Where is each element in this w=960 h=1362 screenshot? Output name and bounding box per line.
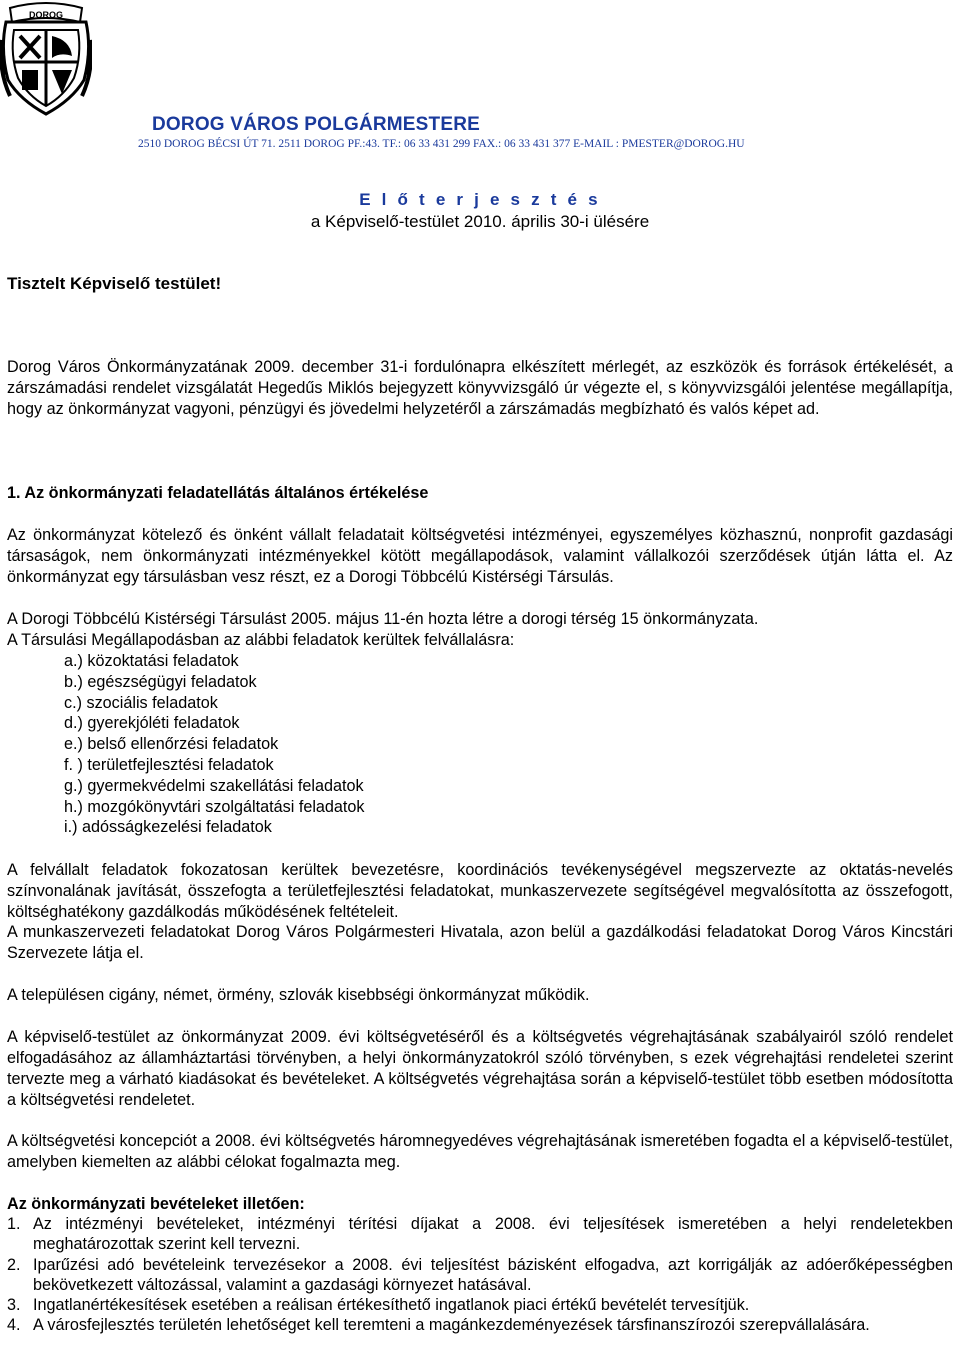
minority-paragraph: A településen cigány, német, örmény, szlovák kisebbségi önkormányzat működik. [7,986,590,1004]
list-item [7,1295,953,1315]
section-1-title: 1. Az önkormányzati feladatellátás általános értékelése [7,484,429,502]
document-heading: E l ő t e r j e s z t é s [359,190,601,209]
list-item-number: 1. [7,1215,21,1233]
list-item: b.) egészségügyi feladatok [64,672,257,691]
list-item [7,1214,953,1255]
revenue-title: Az önkormányzati bevételeket illetően: [7,1195,305,1213]
list-item: i.) adósságkezelési feladatok [64,818,272,837]
work-organization-paragraph: A felvállalt feladatok fokozatosan kerültek bevezetésre, koordinációs tevékenységével megszervezte az oktatás-nevelés színvonalának javítását, összefogta a területfejlesztési feladatokat, munkaszervezete segítségével megvalósította az összefogott, költséghatékony gazdálkodás működésének feltételeit. [7,861,953,921]
budget-paragraph: A képviselő-testület az önkormányzat 2009. évi költségvetéséről és a költségvetés végrehajtásának szabályairól szóló rendelet elfogadásához az államháztartási törvényben, a helyi önkormányzatokról szóló törvényben, s ezek végrehajtási rendeletei szerint tervezte meg a várható kiadásokat és bevételeket. A költségvetés végrehajtása során a képviselő-testület több esetben módosította a költségvetési rendeletet. [7,1028,953,1109]
list-item: c.) szociális feladatok [64,693,218,712]
list-item: a.) közoktatási feladatok [64,652,239,670]
list-item [7,1255,953,1296]
concept-paragraph: A költségvetési koncepciót a 2008. évi költségvetés háromnegyedéves végrehajtásának ismeretében fogadta el a képviselő-testület, amelyben kiemelten az alábbi célokat fogalmazta meg. [7,1132,953,1171]
tasks-intro: A Társulási Megállapodásban az alábbi feladatok kerültek felvállalásra: [7,631,515,649]
revenue-list [7,1214,953,1336]
list-item-number: 3. [7,1296,21,1315]
meeting-subtitle: a Képviselő-testület 2010. április 30-i ülésére [310,212,650,231]
task-list [64,651,365,838]
office-address: 2510 DOROG BÉCSI ÚT 71. 2511 DOROG PF.:43. TF.: 06 33 431 299 FAX.: 06 33 431 377 E-MAIL : PMESTER@DOROG.HU [138,138,745,150]
list-item: f. ) területfejlesztési feladatok [64,755,274,774]
list-item: e.) belső ellenőrzési feladatok [64,735,279,754]
list-item-number: 2. [7,1255,21,1274]
list-item-text: Ingatlanértékesítések esetében a reálisan értékesíthető ingatlanok piaci értékű bevételét tervesítjük. [33,1296,750,1315]
list-item-number: 4. [7,1316,21,1335]
list-item [7,1315,953,1335]
office-title: DOROG VÁROS POLGÁRMESTERE [152,114,481,135]
association-paragraph: A Dorogi Többcélú Kistérségi Társulást 2005. május 11-én hozta létre a dorogi térség 15 önkormányzata. [7,610,759,628]
list-item-text: Iparűzési adó bevételeink tervezésekor a 2008. évi teljesítést bázisként elfogadva, azt korrigálják az adóerőképességben bekövetkezett változással, valamint a gazdasági környezet hatásával. [33,1255,953,1294]
list-item-text: A városfejlesztés területén lehetőséget kell teremteni a magánkezdeményezések társfinanszírozói szerepvállalására. [33,1316,870,1335]
town-crest-logo [0,0,92,120]
list-item: d.) gyerekjóléti feladatok [64,714,240,733]
list-item-text: Az intézményi bevételeket, intézményi térítési díjakat a 2008. évi teljesítések ismeretében a helyi rendeletekben meghatározottak szerint kell tervezni. [33,1215,953,1254]
intro-paragraph: Dorog Város Önkormányzatának 2009. december 31-i fordulónapra elkészített mérlegét, az eszközök és források értékelését, a zárszámadási rendelet vizsgálatát Hegedűs Miklós bejegyzett könyvvizsgáló úr végezte el, s könyvvizsgálói jelentése megállapítja, hogy az önkormányzat vagyoni, pénzügyi és jövedelmi helyzetéről a zárszámadás megbízható és valós képet ad. [7,358,953,418]
work-organization-paragraph-2: A munkaszervezeti feladatokat Dorog Város Polgármesteri Hivatala, azon belül a gazdálkodási feladatokat Dorog Város Kincstári Szervezete látja el. [7,923,953,962]
svg-text:DOROG: DOROG [28,10,64,20]
greeting: Tisztelt Képviselő testület! [7,274,222,293]
section-1-paragraph: Az önkormányzat kötelező és önként vállalt feladatait költségvetési intézményei, egyszemélyes közhasznú, nonprofit gazdasági társaságok, nem önkormányzati intézményekkel kötött megállapodások, valamint vállalkozói szerződések útján látta el. Az önkormányzat egy társulásban vesz részt, ez a Dorogi Többcélú Kistérségi Társulás. [7,526,953,586]
list-item: h.) mozgókönyvtári szolgáltatási feladatok [64,797,365,816]
list-item: g.) gyermekvédelmi szakellátási feladatok [64,776,364,795]
